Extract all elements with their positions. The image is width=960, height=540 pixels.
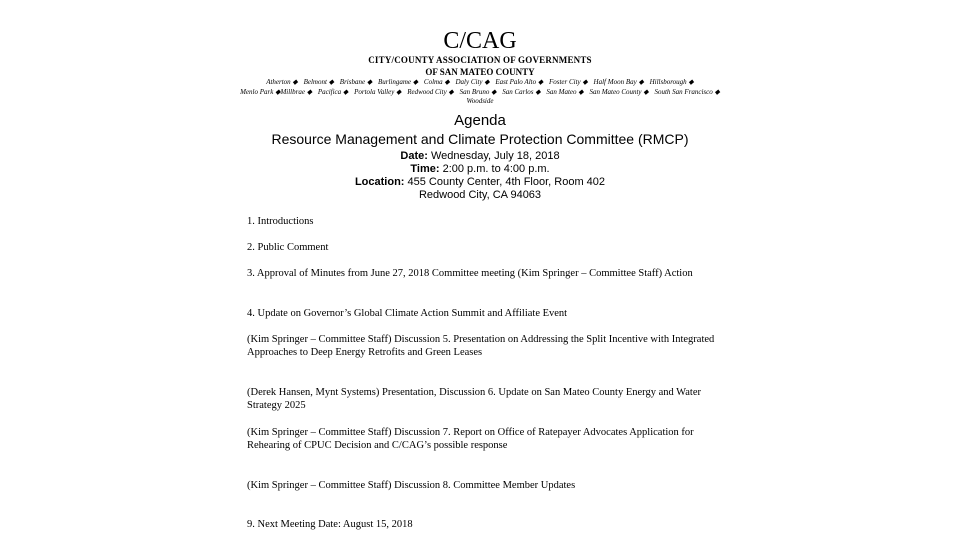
city: Atherton ◆: [266, 78, 298, 86]
agenda-item: 2. Public Comment: [247, 242, 329, 253]
meeting-time: [0, 163, 960, 175]
agenda-item: (Kim Springer – Committee Staff) Discussion 8. Committee Member Updates: [247, 480, 576, 491]
document-title: C/CAG: [443, 28, 517, 54]
city: Redwood City ◆: [407, 87, 454, 96]
city: Belmont ◆: [303, 78, 335, 86]
city: South San Francisco ◆: [654, 87, 720, 96]
city: Colma ◆: [423, 78, 450, 86]
city: San Mateo County ◆: [589, 87, 649, 96]
city: Daly City ◆: [455, 78, 490, 86]
meeting-date: [0, 150, 960, 162]
location-city: Redwood City, CA 94063: [418, 189, 542, 201]
city: Half Moon Bay ◆: [593, 78, 644, 86]
member-cities: [238, 78, 722, 107]
location-label: Location:: [354, 176, 405, 188]
city: Pacifica ◆: [317, 87, 349, 96]
agenda-heading: Agenda: [454, 112, 506, 129]
city: Woodside: [466, 97, 494, 105]
time-label: Time:: [410, 163, 440, 175]
agenda-item: (Kim Springer – Committee Staff) Discussion 7. Report on Office of Ratepayer Advocates Application for Rehearing of CPUC Decision and C/CAG’s possible response: [247, 427, 694, 451]
date-value: Wednesday, July 18, 2018: [430, 150, 560, 162]
city: San Carlos ◆: [502, 87, 541, 96]
city: San Bruno ◆: [459, 87, 497, 96]
meeting-location: [0, 176, 960, 188]
agenda-item: 9. Next Meeting Date: August 15, 2018: [247, 519, 413, 530]
date-label: Date:: [400, 150, 428, 162]
city: San Mateo ◆: [546, 87, 584, 96]
time-value: 2:00 p.m. to 4:00 p.m.: [442, 163, 550, 175]
committee-name: Resource Management and Climate Protection Committee (RMCP): [271, 131, 689, 147]
agenda-item: (Derek Hansen, Mynt Systems) Presentation, Discussion 6. Update on San Mateo County Energy and Water Strategy 2025: [247, 387, 701, 411]
agenda-item: 4. Update on Governor’s Global Climate Action Summit and Affiliate Event: [247, 308, 568, 319]
city: Brisbane ◆: [339, 78, 373, 86]
location-value: 455 County Center, 4th Floor, Room 402: [407, 176, 606, 188]
city: Menlo Park ◆Millbrae ◆: [240, 87, 313, 96]
city: Hillsborough ◆: [649, 78, 694, 86]
city: Foster City ◆: [548, 78, 588, 86]
org-name-line2: OF SAN MATEO COUNTY: [425, 67, 535, 77]
city: East Palo Alto ◆: [495, 78, 544, 86]
agenda-item: 1. Introductions: [247, 216, 314, 227]
agenda-item: (Kim Springer – Committee Staff) Discussion 5. Presentation on Addressing the Split Incentive with Integrated Approaches to Deep Energy Retrofits and Green Leases: [247, 334, 715, 358]
city: Burlingame ◆: [377, 78, 419, 86]
city: Portola Valley ◆: [354, 87, 402, 96]
agenda-item: 3. Approval of Minutes from June 27, 2018 Committee meeting (Kim Springer – Committee Staff) Action: [247, 268, 693, 279]
org-name-line1: CITY/COUNTY ASSOCIATION OF GOVERNMENTS: [368, 55, 592, 65]
